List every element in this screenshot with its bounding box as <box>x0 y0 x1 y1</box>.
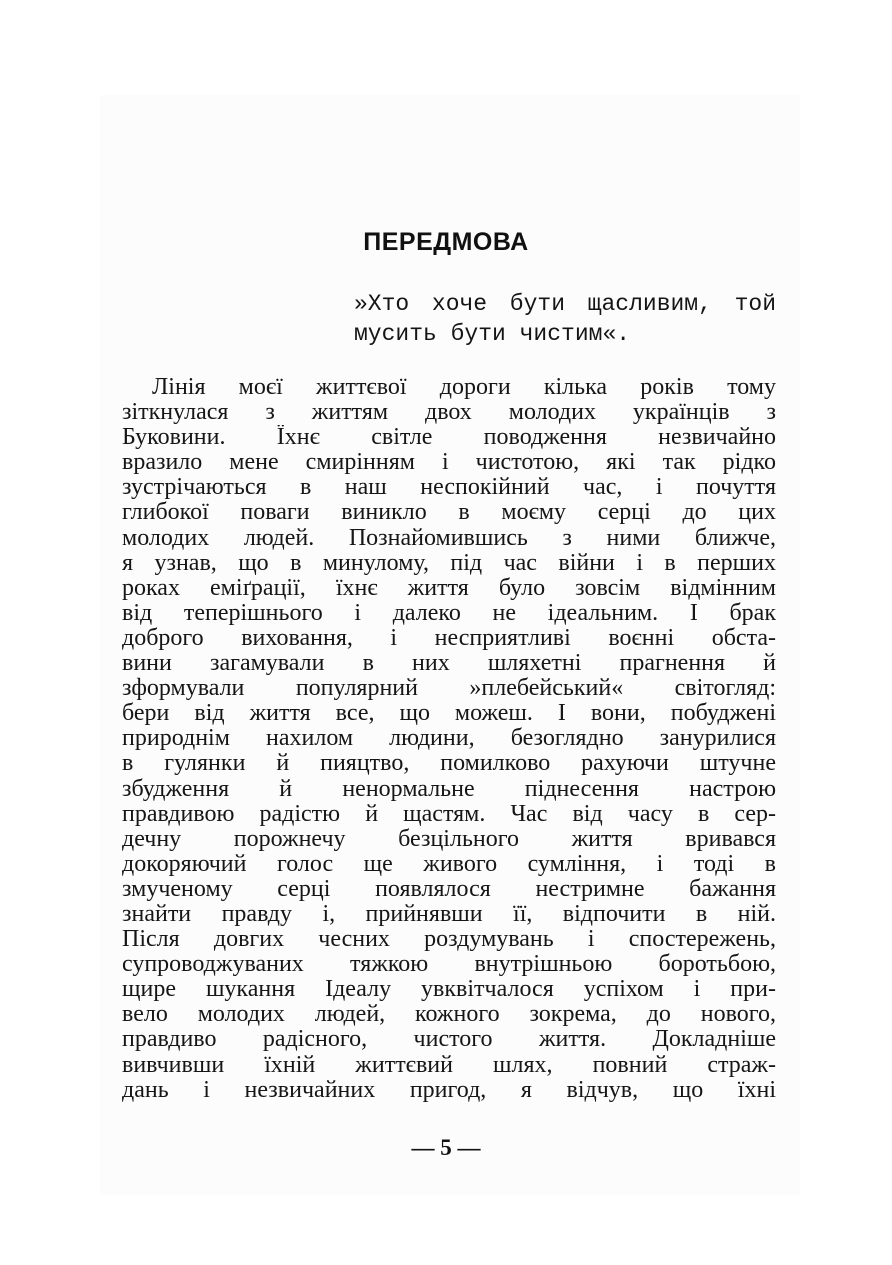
text-line: Лінія моєї життєвої дороги кілька років тому <box>152 375 776 400</box>
text-line: докоряючий голос ще живого сумління, і тоді в <box>122 851 776 877</box>
text-line: збудження й ненормальне піднесення настрою <box>122 776 776 802</box>
text-line: доброго виховання, і несприятливі воєнні обста- <box>122 625 776 651</box>
text-line: вини загамували в них шляхетні прагнення й <box>122 651 776 677</box>
text-line: знайти правду і, прийнявши її, відпочити в ній. <box>122 901 776 927</box>
text-line: роках еміґрації, їхнє життя було зовсім відмінним <box>122 575 776 601</box>
text-line: Буковини. Їхнє світле поводження незвичайно <box>122 425 776 451</box>
text-line: супроводжуваних тяжкою внутрішньою боротьбою, <box>122 952 776 978</box>
text-line: зформували популярний »плебейський« світогляд: <box>122 676 776 702</box>
text-line: правдиво радісного, чистого життя. Докладніше <box>122 1027 776 1053</box>
epigraph <box>354 289 776 349</box>
text-line: змученому серці появлялося нестримне бажання <box>122 876 776 902</box>
text-line: бери від життя все, що можеш. І вони, побуджені <box>122 701 776 727</box>
epigraph-line: мусить бути чистим«. <box>354 321 631 347</box>
body-paragraph <box>122 375 776 1103</box>
text-line: в гулянки й пияцтво, помилково рахуючи штучне <box>122 751 776 777</box>
text-line: щире шукання Ідеалу увквітчалося успіхом і при- <box>122 977 776 1003</box>
text-line: від теперішнього і далеко не ідеальним. І брак <box>122 600 776 626</box>
text-line: Після довгих чесних роздумувань і спостережень, <box>122 927 776 953</box>
page-title: ПЕРЕДМОВА <box>363 228 529 256</box>
text-line: дечну порожнечу безцільного життя вривався <box>122 826 776 852</box>
text-line: вивчивши їхній життєвий шлях, повний страж- <box>122 1052 776 1078</box>
text-line: я узнав, що в минулому, під час війни і в перших <box>122 550 776 576</box>
text-line: молодих людей. Познайомившись з ними ближче, <box>122 525 776 551</box>
text-line: глибокої поваги виникло в моєму серці до цих <box>122 500 776 526</box>
text-line: природнім нахилом людини, безоглядно занурилися <box>122 726 776 752</box>
text-line: вразило мене смирінням і чистотою, які так рідко <box>122 450 776 476</box>
text-line: зіткнулася з життям двох молодих українців з <box>122 400 776 426</box>
text-line: зустрічаються в наш неспокійний час, і почуття <box>122 475 776 501</box>
epigraph-line: »Хто хоче бути щасливим, той <box>354 291 776 317</box>
text-line: вело молодих людей, кожного зокрема, до нового, <box>122 1002 776 1028</box>
text-line: дань і незвичайних пригод, я відчув, що їхні <box>122 1077 776 1103</box>
page-number: — 5 — <box>411 1135 481 1160</box>
text-line: правдивою радістю й щастям. Час від часу в сер- <box>122 801 776 827</box>
